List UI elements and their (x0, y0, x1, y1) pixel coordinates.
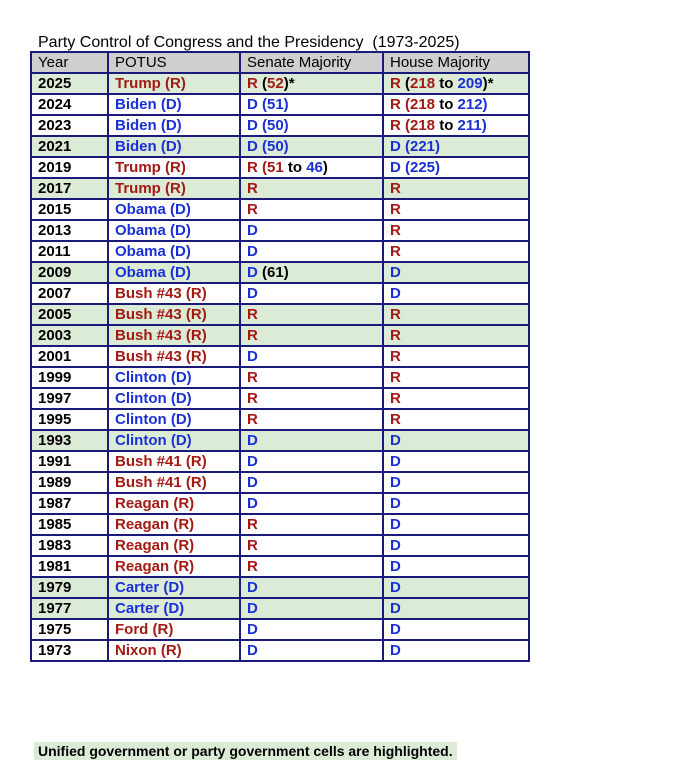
cell-text-segment: 218 (410, 75, 436, 92)
house-majority-cell (383, 136, 529, 157)
table-row (31, 325, 529, 346)
table-row (31, 619, 529, 640)
cell-text-segment: R (390, 306, 401, 323)
cell-text-segment: to (283, 159, 307, 176)
year-cell: 1995 (31, 409, 108, 430)
cell-text-segment: R (390, 222, 401, 239)
senate-majority-cell (240, 262, 383, 283)
year-cell: 1997 (31, 388, 108, 409)
cell-text-segment: )* (482, 75, 494, 92)
cell-text-segment: Carter (D) (115, 600, 185, 617)
cell-text-segment: R (218 (390, 117, 436, 134)
potus-cell (108, 262, 240, 283)
senate-majority-cell (240, 409, 383, 430)
cell-text-segment: D (50) (247, 138, 289, 155)
cell-text-segment: R (247, 411, 258, 428)
potus-cell (108, 619, 240, 640)
cell-text-segment: D (390, 264, 401, 281)
house-majority-cell (383, 409, 529, 430)
table-row (31, 472, 529, 493)
house-majority-cell (383, 157, 529, 178)
table-row (31, 94, 529, 115)
cell-text-segment: to (435, 75, 458, 92)
cell-text-segment: R (390, 369, 401, 386)
table-row (31, 514, 529, 535)
year-cell: 1989 (31, 472, 108, 493)
senate-majority-cell (240, 241, 383, 262)
cell-text-segment: Reagan (R) (115, 495, 195, 512)
cell-text-segment: Carter (D) (115, 579, 185, 596)
year-cell: 2011 (31, 241, 108, 262)
year-cell: 1977 (31, 598, 108, 619)
cell-text-segment: R (390, 390, 401, 407)
house-majority-cell (383, 178, 529, 199)
cell-text-segment: R (247, 516, 258, 533)
potus-cell (108, 157, 240, 178)
year-cell: 2015 (31, 199, 108, 220)
cell-text-segment: to (435, 96, 458, 113)
year-cell: 2021 (31, 136, 108, 157)
house-majority-cell (383, 493, 529, 514)
house-majority-cell (383, 283, 529, 304)
year-cell: 1991 (31, 451, 108, 472)
senate-majority-cell (240, 535, 383, 556)
cell-text-segment: D (247, 600, 258, 617)
cell-text-segment: D (225) (390, 159, 441, 176)
cell-text-segment: D (247, 222, 258, 239)
cell-text-segment: Reagan (R) (115, 558, 195, 575)
cell-text-segment: 46 (306, 159, 323, 176)
table-row (31, 136, 529, 157)
year-cell: 2023 (31, 115, 108, 136)
cell-text-segment: D (247, 642, 258, 659)
senate-majority-cell (240, 346, 383, 367)
table-row (31, 346, 529, 367)
cell-text-segment: R (390, 327, 401, 344)
cell-text-segment: ) (322, 159, 328, 176)
table-row (31, 241, 529, 262)
senate-majority-cell (240, 220, 383, 241)
year-cell: 1979 (31, 577, 108, 598)
potus-cell (108, 598, 240, 619)
senate-majority-cell (240, 283, 383, 304)
senate-majority-cell (240, 367, 383, 388)
senate-majority-cell (240, 199, 383, 220)
table-row (31, 199, 529, 220)
senate-majority-cell (240, 325, 383, 346)
table-row (31, 451, 529, 472)
table-body (31, 73, 529, 661)
year-cell: 1993 (31, 430, 108, 451)
potus-cell (108, 199, 240, 220)
cell-text-segment: R (247, 201, 258, 218)
year-cell: 2003 (31, 325, 108, 346)
cell-text-segment: D (50) (247, 117, 289, 134)
cell-text-segment: Reagan (R) (115, 537, 195, 554)
cell-text-segment: D (390, 579, 401, 596)
potus-cell (108, 94, 240, 115)
table-row (31, 115, 529, 136)
potus-cell (108, 556, 240, 577)
house-majority-cell (383, 514, 529, 535)
year-cell: 2007 (31, 283, 108, 304)
cell-text-segment: D (390, 453, 401, 470)
cell-text-segment: (61) (257, 264, 289, 281)
cell-text-segment: Biden (D) (115, 138, 182, 155)
year-cell: 1973 (31, 640, 108, 661)
cell-text-segment: 52 (267, 75, 284, 92)
cell-text-segment: to (435, 117, 458, 134)
cell-text-segment: R (390, 348, 401, 365)
potus-cell (108, 640, 240, 661)
year-cell: 1975 (31, 619, 108, 640)
table-row (31, 577, 529, 598)
house-majority-cell (383, 430, 529, 451)
year-cell: 2017 (31, 178, 108, 199)
senate-majority-cell (240, 514, 383, 535)
cell-text-segment: R (247, 327, 258, 344)
cell-text-segment: R (247, 306, 258, 323)
senate-majority-cell (240, 430, 383, 451)
house-majority-cell (383, 388, 529, 409)
cell-text-segment: D (247, 243, 258, 260)
table-row (31, 409, 529, 430)
header-house-majority: House Majority (383, 52, 529, 73)
table-row (31, 388, 529, 409)
potus-cell (108, 283, 240, 304)
cell-text-segment: Trump (R) (115, 159, 186, 176)
party-control-table (30, 51, 530, 662)
table-row (31, 493, 529, 514)
cell-text-segment: Biden (D) (115, 96, 182, 113)
cell-text-segment: 211) (457, 117, 487, 134)
cell-text-segment: R (51 (247, 159, 284, 176)
senate-majority-cell (240, 388, 383, 409)
house-majority-cell (383, 640, 529, 661)
cell-text-segment: Obama (D) (115, 201, 191, 218)
potus-cell (108, 430, 240, 451)
cell-text-segment: D (247, 453, 258, 470)
cell-text-segment: ( (257, 75, 268, 92)
year-cell: 2013 (31, 220, 108, 241)
cell-text-segment: R (390, 75, 401, 92)
senate-majority-cell (240, 640, 383, 661)
house-majority-cell (383, 94, 529, 115)
house-majority-cell (383, 472, 529, 493)
cell-text-segment: Biden (D) (115, 117, 182, 134)
cell-text-segment: Clinton (D) (115, 390, 192, 407)
house-majority-cell (383, 535, 529, 556)
cell-text-segment: Ford (R) (115, 621, 174, 638)
year-cell: 2005 (31, 304, 108, 325)
potus-cell (108, 136, 240, 157)
potus-cell (108, 220, 240, 241)
senate-majority-cell (240, 304, 383, 325)
cell-text-segment: D (247, 474, 258, 491)
house-majority-cell (383, 241, 529, 262)
cell-text-segment: D (247, 579, 258, 596)
potus-cell (108, 472, 240, 493)
cell-text-segment: R (390, 243, 401, 260)
year-cell: 1981 (31, 556, 108, 577)
cell-text-segment: D (390, 642, 401, 659)
cell-text-segment: D (390, 537, 401, 554)
house-majority-cell (383, 325, 529, 346)
year-cell: 2025 (31, 73, 108, 94)
cell-text-segment: D (51) (247, 96, 289, 113)
house-majority-cell (383, 220, 529, 241)
potus-cell (108, 388, 240, 409)
table-row (31, 430, 529, 451)
table-row (31, 220, 529, 241)
table-row (31, 640, 529, 661)
year-cell: 1999 (31, 367, 108, 388)
senate-majority-cell (240, 94, 383, 115)
house-majority-cell (383, 577, 529, 598)
potus-cell (108, 346, 240, 367)
cell-text-segment: Bush #41 (R) (115, 474, 207, 491)
table-row (31, 157, 529, 178)
year-cell: 2009 (31, 262, 108, 283)
cell-text-segment: D (247, 264, 258, 281)
cell-text-segment: Obama (D) (115, 222, 191, 239)
cell-text-segment: Trump (R) (115, 180, 186, 197)
potus-cell (108, 73, 240, 94)
cell-text-segment: D (390, 495, 401, 512)
cell-text-segment: D (390, 285, 401, 302)
cell-text-segment: D (247, 621, 258, 638)
table-row (31, 367, 529, 388)
cell-text-segment: D (247, 495, 258, 512)
house-majority-cell (383, 367, 529, 388)
house-majority-cell (383, 346, 529, 367)
year-cell: 2019 (31, 157, 108, 178)
potus-cell (108, 493, 240, 514)
cell-text-segment: R (247, 558, 258, 575)
year-cell: 1987 (31, 493, 108, 514)
cell-text-segment: D (390, 558, 401, 575)
senate-majority-cell (240, 577, 383, 598)
cell-text-segment: R (247, 537, 258, 554)
table-row (31, 283, 529, 304)
cell-text-segment: D (390, 474, 401, 491)
house-majority-cell (383, 598, 529, 619)
house-majority-cell (383, 556, 529, 577)
cell-text-segment: Obama (D) (115, 243, 191, 260)
senate-majority-cell (240, 619, 383, 640)
cell-text-segment: )* (283, 75, 295, 92)
house-majority-cell (383, 262, 529, 283)
potus-cell (108, 535, 240, 556)
potus-cell (108, 409, 240, 430)
cell-text-segment: Nixon (R) (115, 642, 182, 659)
cell-text-segment: Bush #43 (R) (115, 306, 207, 323)
cell-text-segment: R (390, 180, 401, 197)
cell-text-segment: D (390, 516, 401, 533)
header-year: Year (31, 52, 108, 73)
senate-majority-cell (240, 451, 383, 472)
potus-cell (108, 304, 240, 325)
potus-cell (108, 325, 240, 346)
house-majority-cell (383, 199, 529, 220)
cell-text-segment: Reagan (R) (115, 516, 195, 533)
cell-text-segment: D (390, 432, 401, 449)
cell-text-segment: R (247, 369, 258, 386)
cell-text-segment: D (390, 621, 401, 638)
potus-cell (108, 115, 240, 136)
senate-majority-cell (240, 73, 383, 94)
potus-cell (108, 178, 240, 199)
house-majority-cell (383, 619, 529, 640)
cell-text-segment: R (390, 411, 401, 428)
header-row (31, 52, 529, 73)
year-cell: 2024 (31, 94, 108, 115)
cell-text-segment: R (247, 75, 258, 92)
table-row (31, 535, 529, 556)
potus-cell (108, 451, 240, 472)
cell-text-segment: R (247, 390, 258, 407)
table-row (31, 598, 529, 619)
senate-majority-cell (240, 493, 383, 514)
senate-majority-cell (240, 157, 383, 178)
year-cell: 1985 (31, 514, 108, 535)
cell-text-segment: Obama (D) (115, 264, 191, 281)
cell-text-segment: D (390, 600, 401, 617)
potus-cell (108, 577, 240, 598)
table-row (31, 556, 529, 577)
potus-cell (108, 514, 240, 535)
cell-text-segment: Clinton (D) (115, 411, 192, 428)
table-row (31, 262, 529, 283)
year-cell: 1983 (31, 535, 108, 556)
senate-majority-cell (240, 598, 383, 619)
table-row (31, 304, 529, 325)
cell-text-segment: D (247, 432, 258, 449)
cell-text-segment: R (247, 180, 258, 197)
cell-text-segment: Bush #43 (R) (115, 285, 207, 302)
cell-text-segment: Bush #41 (R) (115, 453, 207, 470)
potus-cell (108, 241, 240, 262)
house-majority-cell (383, 451, 529, 472)
cell-text-segment: D (247, 348, 258, 365)
table-row (31, 73, 529, 94)
cell-text-segment: Bush #43 (R) (115, 327, 207, 344)
table-row (31, 178, 529, 199)
house-majority-cell (383, 73, 529, 94)
cell-text-segment: Clinton (D) (115, 369, 192, 386)
senate-majority-cell (240, 115, 383, 136)
cell-text-segment: 209 (457, 75, 483, 92)
senate-majority-cell (240, 136, 383, 157)
cell-text-segment: Trump (R) (115, 75, 186, 92)
cell-text-segment: R (390, 201, 401, 218)
house-majority-cell (383, 304, 529, 325)
header-senate-majority: Senate Majority (240, 52, 383, 73)
year-cell: 2001 (31, 346, 108, 367)
senate-majority-cell (240, 472, 383, 493)
potus-cell (108, 367, 240, 388)
cell-text-segment: 212) (457, 96, 488, 113)
senate-majority-cell (240, 556, 383, 577)
page-title: Party Control of Congress and the Presidency (1973-2025) (38, 34, 460, 51)
house-majority-cell (383, 115, 529, 136)
header-potus: POTUS (108, 52, 240, 73)
footnote: Unified government or party government cells are highlighted. (34, 742, 457, 760)
cell-text-segment: D (247, 285, 258, 302)
cell-text-segment: R (218 (390, 96, 436, 113)
cell-text-segment: ( (400, 75, 411, 92)
cell-text-segment: Clinton (D) (115, 432, 192, 449)
cell-text-segment: Bush #43 (R) (115, 348, 207, 365)
senate-majority-cell (240, 178, 383, 199)
cell-text-segment: D (221) (390, 138, 441, 155)
